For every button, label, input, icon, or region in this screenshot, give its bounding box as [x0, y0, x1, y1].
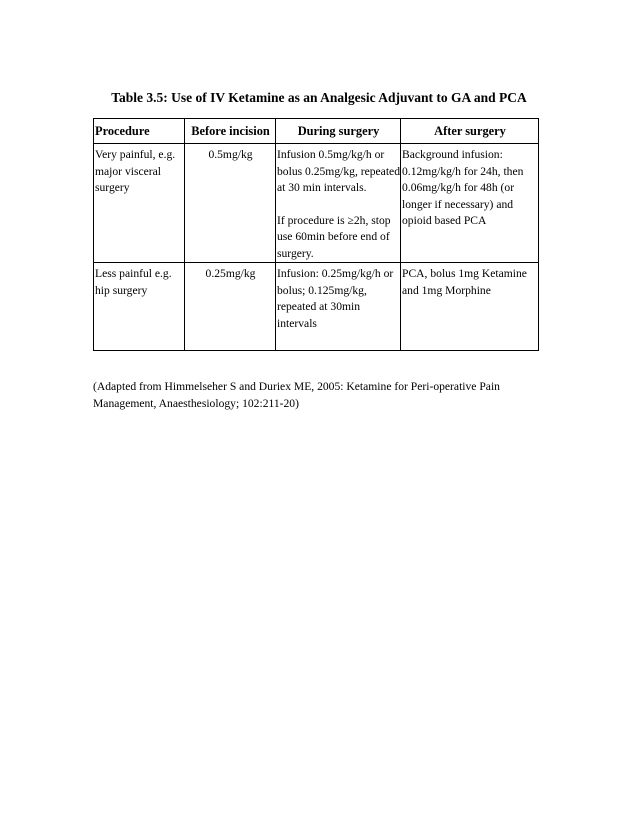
cell-procedure: Less painful e.g. hip surgery	[94, 263, 185, 351]
during-paragraph: If procedure is ≥2h, stop use 60min before end of surgery.	[277, 213, 391, 260]
during-paragraph: Infusion: 0.25mg/kg/h or bolus; 0.125mg/kg, repeated at 30min intervals	[277, 267, 394, 330]
cell-before-incision: 0.5mg/kg	[185, 144, 276, 263]
table-title: Table 3.5: Use of IV Ketamine as an Analgesic Adjuvant to GA and PCA	[111, 90, 527, 105]
header-during-surgery: During surgery	[276, 119, 401, 144]
during-paragraph: Infusion 0.5mg/kg/h or bolus 0.25mg/kg, repeated at 30 min intervals.	[277, 148, 400, 194]
cell-during-surgery	[276, 144, 401, 263]
cell-during-surgery	[276, 263, 401, 351]
header-procedure: Procedure	[94, 119, 185, 144]
cell-procedure: Very painful, e.g. major visceral surgery	[94, 144, 185, 263]
citation-text: (Adapted from Himmelseher S and Duriex ME, 2005: Ketamine for Peri-operative Pain Management, Anaesthesiology; 102:211-20)	[93, 380, 500, 410]
table-row	[94, 144, 539, 263]
table-header-row	[94, 119, 539, 144]
cell-after-surgery: PCA, bolus 1mg Ketamine and 1mg Morphine	[401, 263, 539, 351]
header-before-incision: Before incision	[185, 119, 276, 144]
cell-after-surgery: Background infusion: 0.12mg/kg/h for 24h, then 0.06mg/kg/h for 48h (or longer if necessary) and opioid based PCA	[401, 144, 539, 263]
ketamine-table	[93, 118, 539, 351]
header-after-surgery: After surgery	[401, 119, 539, 144]
cell-before-incision: 0.25mg/kg	[185, 263, 276, 351]
table-row	[94, 263, 539, 351]
